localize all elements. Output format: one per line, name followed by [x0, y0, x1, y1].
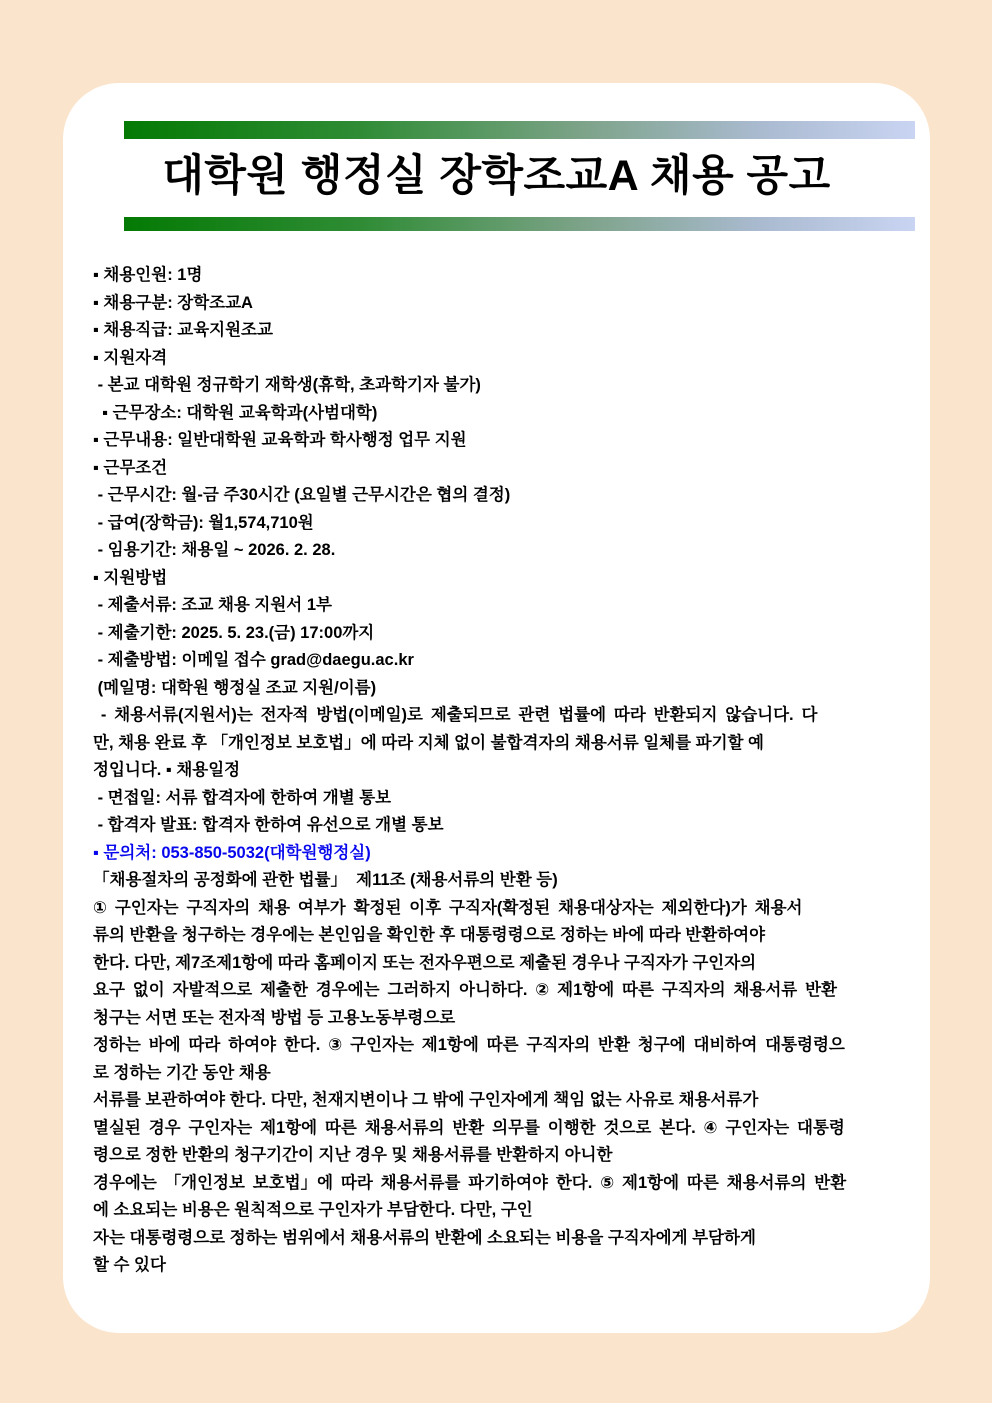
- text-line: - 제출기한: 2025. 5. 23.(금) 17:00까지: [93, 623, 375, 642]
- text-line: - 임용기간: 채용일 ~ 2026. 2. 28.: [93, 541, 336, 559]
- text-line: ▪ 채용인원: 1명: [93, 266, 203, 284]
- text-line: - 급여(장학금): 월1,574,710원: [93, 513, 314, 532]
- text-line: 멸실된 경우 구인자는 제1항에 따른 채용서류의 반환 의무를 이행한 것으로 본다. ④ 구인자는 대통령: [93, 1118, 845, 1137]
- notice-card: [63, 83, 930, 1333]
- text-line: 정입니다. ▪ 채용일정: [93, 761, 241, 779]
- text-line: 류의 반환을 청구하는 경우에는 본인임을 확인한 후 대통령령으로 정하는 바에 따라 반환하여야: [93, 926, 766, 944]
- text-line: - 제출서류: 조교 채용 지원서 1부: [93, 596, 332, 614]
- notice-body: [93, 262, 908, 1280]
- text-line: 로 정하는 기간 동안 채용: [93, 1063, 271, 1082]
- text-line: ▪ 지원자격: [93, 348, 168, 367]
- notice-title: 대학원 행정실 장학조교A 채용 공고: [162, 152, 831, 200]
- text-line: - 면접일: 서류 합격자에 한하여 개별 통보: [93, 788, 392, 807]
- text-line: 할 수 있다: [93, 1256, 166, 1274]
- text-line: 「채용절차의 공정화에 관한 법률」 제11조 (채용서류의 반환 등): [93, 871, 558, 889]
- text-line: 자는 대통령령으로 정하는 범위에서 채용서류의 반환에 소요되는 비용을 구직자에게 부담하게: [93, 1228, 756, 1247]
- text-line: ▪ 지원방법: [93, 568, 168, 587]
- text-line: 서류를 보관하여야 한다. 다만, 천재지변이나 그 밖에 구인자에게 책임 없는 사유로 채용서류가: [93, 1091, 759, 1109]
- text-line: 청구는 서면 또는 전자적 방법 등 고용노동부령으로: [93, 1008, 456, 1027]
- text-line: 만, 채용 완료 후 「개인정보 보호법」에 따라 지체 없이 불합격자의 채용서류 일체를 파기할 예: [93, 733, 764, 752]
- text-line: ▪ 채용직급: 교육지원조교: [93, 321, 273, 339]
- text-line: ▪ 채용구분: 장학조교A: [93, 293, 253, 312]
- text-line: - 제출방법: 이메일 접수 grad@daegu.ac.kr: [93, 651, 414, 669]
- text-line: 한다. 다만, 제7조제1항에 따라 홈페이지 또는 전자우편으로 제출된 경우나 구직자가 구인자의: [93, 953, 757, 972]
- text-line: - 채용서류(지원서)는 전자적 방법(이메일)로 제출되므로 관련 법률에 따라 반환되지 않습니다. 다: [93, 706, 818, 724]
- text-line: - 근무시간: 월-금 주30시간 (요일별 근무시간은 협의 결정): [93, 486, 511, 504]
- text-line: (메일명: 대학원 행정실 조교 지원/이름): [93, 678, 377, 697]
- text-line: ▪ 근무장소: 대학원 교육학과(사범대학): [93, 403, 378, 422]
- text-line: 경우에는 「개인정보 보호법」에 따라 채용서류를 파기하여야 한다. ⑤ 제1항에 따른 채용서류의 반환: [93, 1173, 847, 1192]
- text-line: ① 구인자는 구직자의 채용 여부가 확정된 이후 구직자(확정된 채용대상자는 제외한다)가 채용서: [93, 898, 803, 917]
- text-line: ▪ 근무내용: 일반대학원 교육학과 학사행정 업무 지원: [93, 431, 467, 449]
- text-line: 령으로 정한 반환의 청구기간이 지난 경우 및 채용서류를 반환하지 아니한: [93, 1146, 613, 1164]
- header-gradient-bar-bottom: [124, 217, 915, 231]
- text-line: - 본교 대학원 정규학기 재학생(휴학, 초과학기자 불가): [93, 376, 481, 394]
- header-gradient-bar-top: [124, 121, 915, 139]
- text-line: - 합격자 발표: 합격자 한하여 유선으로 개별 통보: [93, 816, 444, 834]
- contact-link[interactable]: ▪ 문의처: 053-850-5032(대학원행정실): [93, 843, 371, 862]
- text-line: 정하는 바에 따라 하여야 한다. ③ 구인자는 제1항에 따른 구직자의 반환 청구에 대비하여 대통령령으: [93, 1036, 845, 1054]
- text-line: 에 소요되는 비용은 원칙적으로 구인자가 부담한다. 다만, 구인: [93, 1201, 533, 1219]
- text-line: 요구 없이 자발적으로 제출한 경우에는 그러하지 아니하다. ② 제1항에 따른 구직자의 채용서류 반환: [93, 981, 837, 999]
- text-line: ▪ 근무조건: [93, 458, 168, 477]
